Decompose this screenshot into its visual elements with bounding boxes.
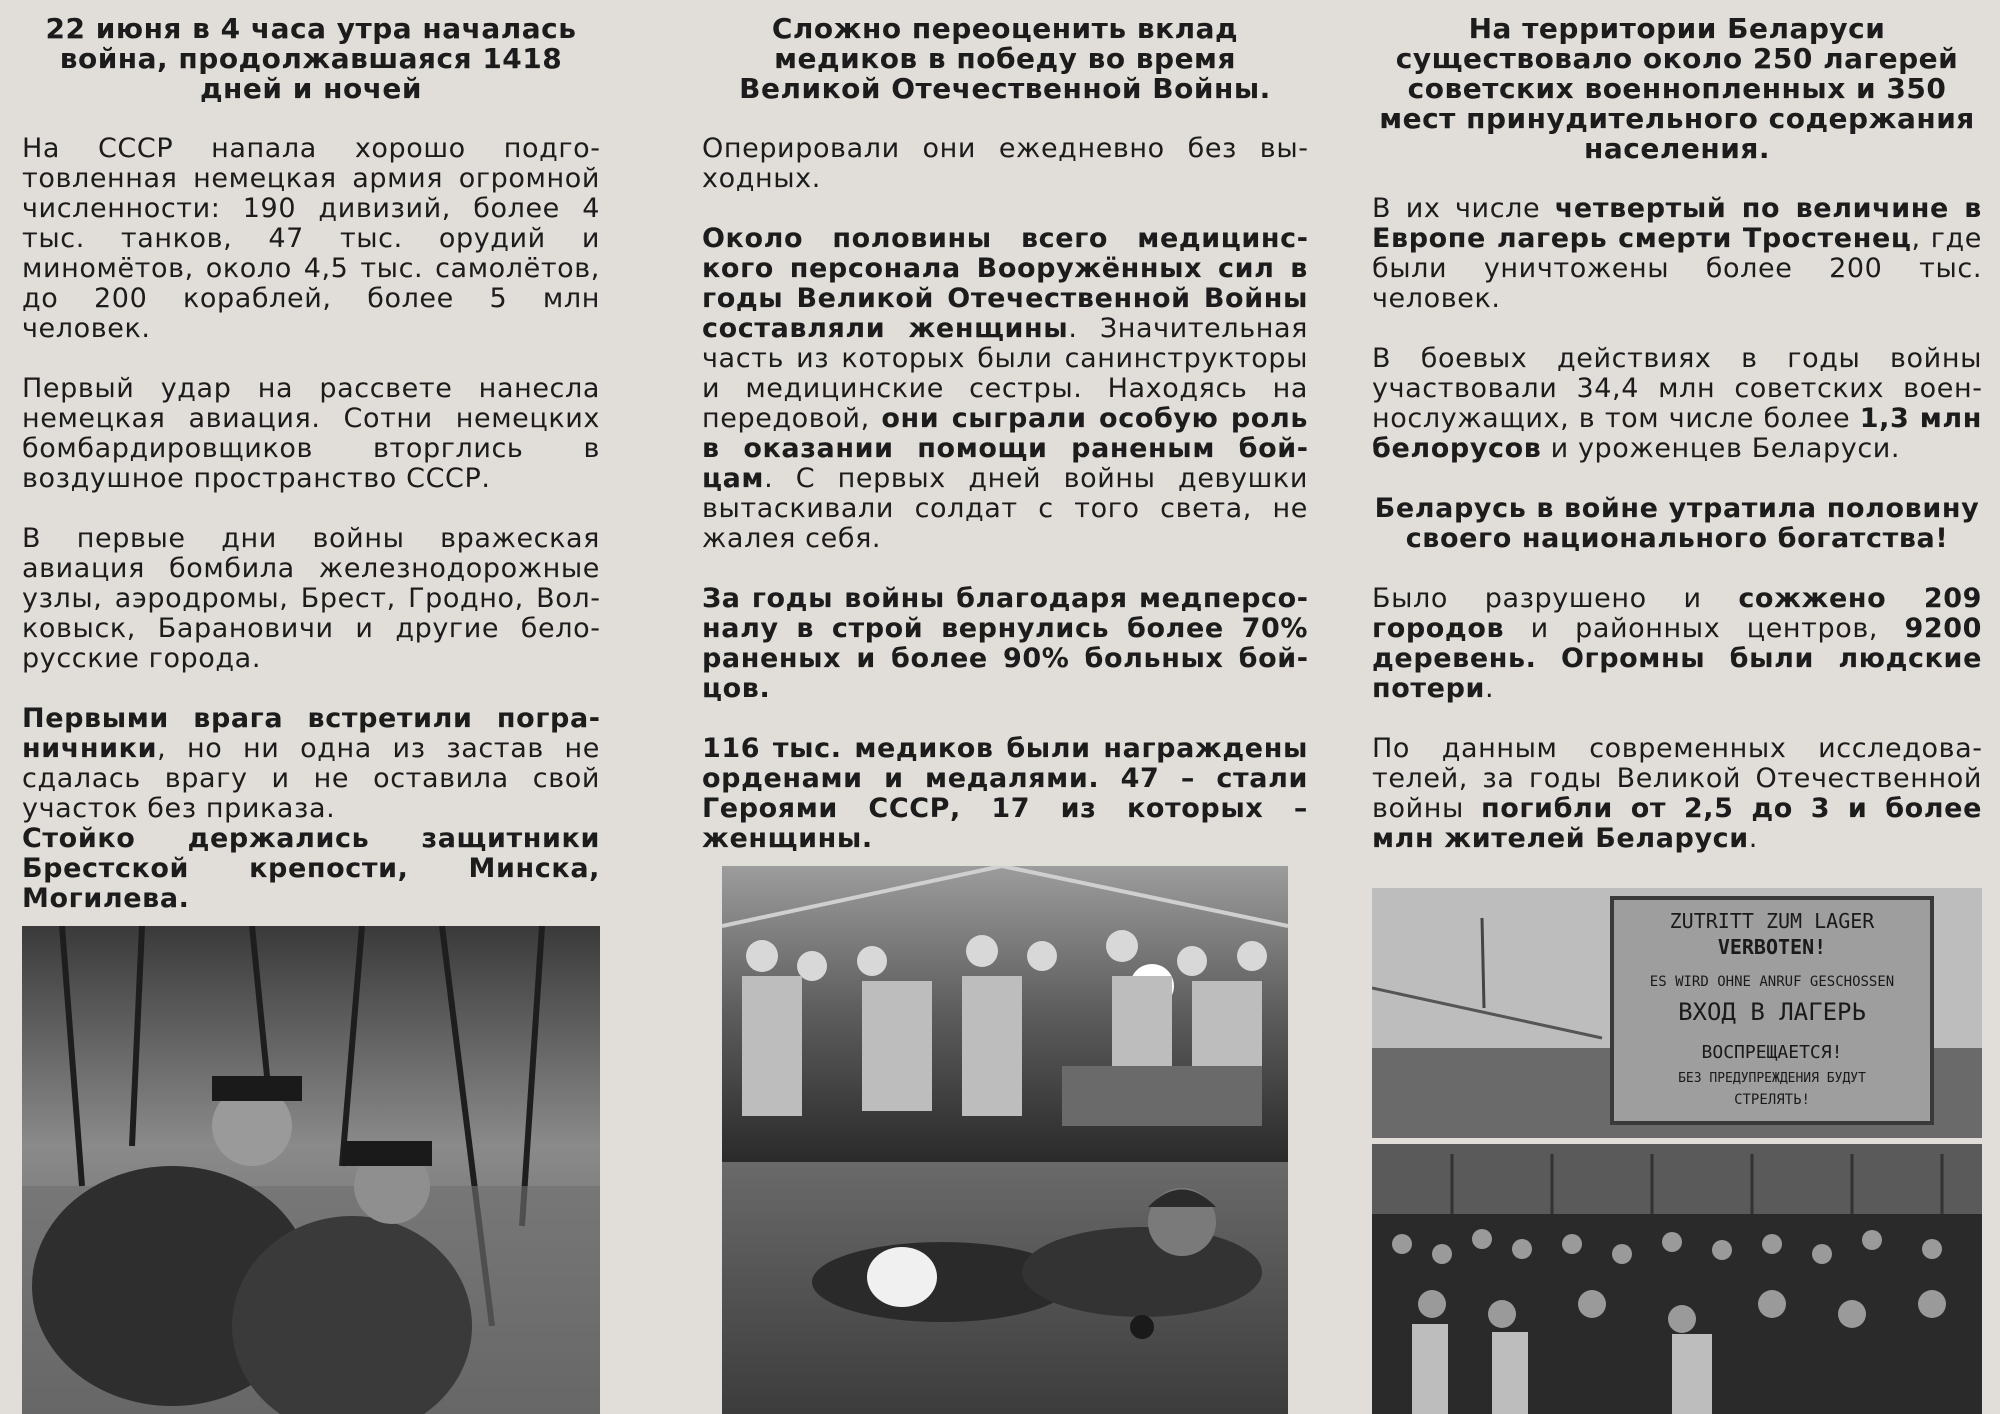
col1-p4-bold: Первыми врага встретили пограничники bbox=[22, 703, 600, 764]
photo-camp-sign bbox=[1372, 888, 1982, 1138]
sign-line-3: ES WIRD OHNE ANRUF GESCHOSSEN bbox=[1649, 974, 1895, 990]
col3-p2-b: и уроженцев Беларуси. bbox=[1541, 433, 1901, 464]
col1-p5-bold: Стойко держались защитники Брестской крепости, Минска, Могилева. bbox=[22, 823, 600, 914]
col1-title: 22 июня в 4 часа утра началась война, продолжавшаяся 1418 дней и ночей bbox=[45, 12, 577, 105]
col2-paragraph-4 bbox=[702, 734, 1308, 854]
col3-paragraph-2 bbox=[1372, 344, 1982, 464]
col2-paragraph-2 bbox=[702, 224, 1308, 554]
col3-p1-a: В их числе bbox=[1372, 193, 1555, 224]
column-war-start bbox=[22, 0, 600, 914]
col3-title: На территории Беларуси существовало около 250 лагерей советских военнопленных и 350 мест принудительного содержания населения. bbox=[1379, 12, 1975, 165]
col3-p5-b: . bbox=[1748, 823, 1758, 854]
sign-line-5: ВОСПРЕЩАЕТСЯ! bbox=[1701, 1042, 1843, 1063]
col3-paragraph-1 bbox=[1372, 194, 1982, 314]
column-medics bbox=[702, 0, 1308, 854]
col3-p1-bold: четвертый по величине в Европе лагерь смерти Тростенец bbox=[1372, 193, 1982, 254]
col2-p3-bold: За годы войны благодаря медперсоналу в строй вернулись более 70% раненых и более 90% больных бойцов. bbox=[702, 583, 1308, 704]
column-camps bbox=[1372, 0, 1982, 854]
col2-p2-mid: . Значительная часть из которых были санинструкторы и медицинские сестры. Находясь на передовой, bbox=[702, 313, 1308, 434]
sign-line-1: ZUTRITT ZUM LAGER bbox=[1669, 909, 1875, 933]
col2-p2-end: . С первых дней войны девушки вытаскивали солдат с того света, не жалея себя. bbox=[702, 463, 1308, 554]
col3-p4-c: . bbox=[1485, 673, 1495, 704]
photo-field-hospital bbox=[722, 866, 1288, 1162]
col3-p4-a: Было разрушено и bbox=[1372, 583, 1739, 614]
col3-p4-bold2: 9200 деревень. Огромны были людские потери bbox=[1372, 613, 1982, 704]
col3-p1-b: , где были уничтожены более 200 тыс. человек. bbox=[1372, 223, 1982, 314]
col3-p5-bold: погибли от 2,5 до 3 и более млн жителей Беларуси bbox=[1372, 793, 1982, 854]
photo-camp-crowd bbox=[1372, 1144, 1982, 1414]
col3-p4-b: и районных центров, bbox=[1504, 613, 1905, 644]
sign-line-2: VERBOTEN! bbox=[1717, 935, 1827, 959]
col2-p2-bold2: они сыграли особую роль в оказании помощи раненым бойцам bbox=[702, 403, 1308, 494]
col3-paragraph-5 bbox=[1372, 734, 1982, 854]
col2-paragraph-1: Оперировали они ежедневно без выходных. bbox=[702, 133, 1308, 194]
sign-line-4: ВХОД В ЛАГЕРЬ bbox=[1678, 998, 1866, 1026]
sign-line-7: СТРЕЛЯТЬ! bbox=[1734, 1092, 1810, 1108]
col1-paragraph-3: В первые дни войны вражеская авиация бомбила железнодорожные узлы, аэродромы, Брест, Гродно, Волковыск, Барановичи и другие белорусские города. bbox=[22, 523, 600, 674]
col3-p4-bold1: сожжено 209 городов bbox=[1372, 583, 1982, 644]
col3-paragraph-3 bbox=[1372, 494, 1982, 554]
col1-paragraph-1: На СССР напала хорошо подготовленная немецкая армия огромной численности: 190 дивизий, более 4 тыс. танков, 47 тыс. орудий и миномётов, около 4,5 тыс. самолётов, до 200 кораблей, более 5 млн человек. bbox=[22, 133, 600, 344]
col3-paragraph-4 bbox=[1372, 584, 1982, 704]
photo-border-guards bbox=[22, 926, 600, 1414]
col1-p4-rest: , но ни одна из застав не сдалась врагу и не оставила свой участок без приказа. bbox=[22, 733, 600, 824]
col2-p2-bold1: Около половины всего медицинского персонала Вооружённых сил в годы Великой Отечественной Войны составляли женщины bbox=[702, 223, 1308, 344]
col2-paragraph-3 bbox=[702, 584, 1308, 704]
col3-p2-bold: 1,3 млн белорусов bbox=[1372, 403, 1982, 464]
sign-line-6: БЕЗ ПРЕДУПРЕЖДЕНИЯ БУДУТ bbox=[1678, 1071, 1866, 1086]
col3-p5-a: По данным современных исследователей, за годы Великой Отечественной войны bbox=[1372, 733, 1982, 824]
col1-paragraph-2: Первый удар на рассвете нанесла немецкая авиация. Сотни немецких бомбардировщиков вторглись в воздушное пространство СССР. bbox=[22, 373, 600, 494]
col2-p4-bold: 116 тыс. медиков были награждены орденами и медалями. 47 – стали Героями СССР, 17 из которых – женщины. bbox=[702, 733, 1308, 854]
col3-p2-a: В боевых действиях в годы войны участвовали 34,4 млн советских военнослужащих, в том числе более bbox=[1372, 343, 1982, 434]
col1-paragraph-5 bbox=[22, 824, 600, 914]
col3-p3-bold: Беларусь в войне утратила половину своего национального богатства! bbox=[1374, 493, 1980, 554]
col1-paragraph-4 bbox=[22, 704, 600, 824]
photo-nurse-crawling bbox=[722, 1162, 1288, 1414]
col2-title: Сложно переоценить вклад медиков в победу во время Великой Отечественной Войны. bbox=[739, 12, 1271, 105]
